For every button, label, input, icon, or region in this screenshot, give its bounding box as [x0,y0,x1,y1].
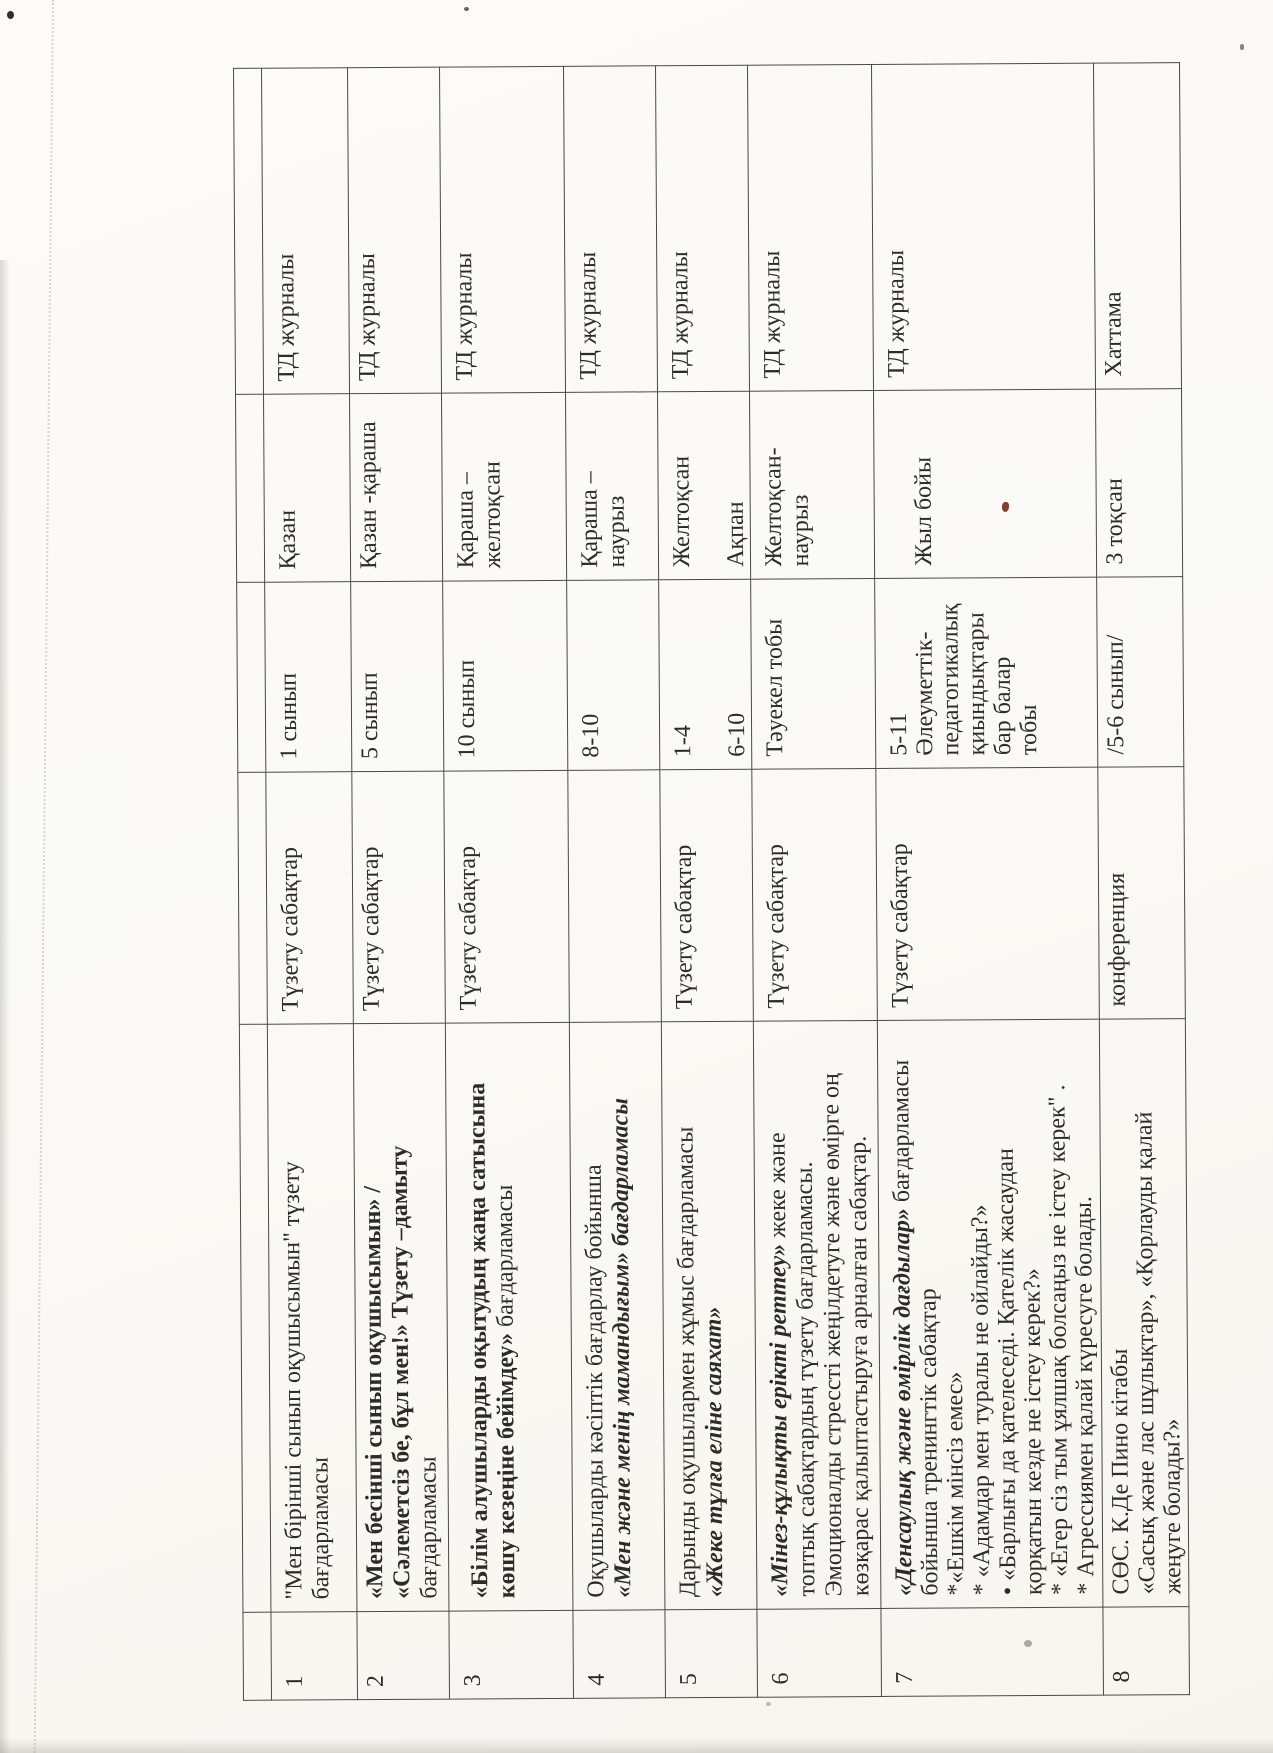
program-cell: «Денсаулық және өмірлік дағдылар» бағдарламасы бойынша тренингтік сабақтар *«Ешкім мінсіз емес» * «Адамдар мен туралы не ойлайды?» • «Барлығы да қателеседі. Қателік жасаудан қорқатын кезде не істеу керек?» * «Егер сіз тым ұялшақ болсаңыз не істеу керек" . * Агрессиямен қалай күресуге болады. [877,1019,1103,1608]
row-number-cell: 6 [757,1608,882,1697]
type-cell: Түзету сабақтар [752,768,878,1021]
row-number-cell: 7 [881,1607,1104,1696]
class-cell: Тәуекел тобы [751,578,876,769]
month-cell: Желтоқсан Ақпан [658,391,751,580]
row-number-cell: 4 [573,1610,666,1699]
rotated-table-container [233,63,1185,1701]
month-cell: Жыл бойы [874,389,1097,578]
scan-bottom-edge-shadow [0,1738,1273,1753]
class-cell: 1-4 6-10 [659,579,752,770]
header-cell [234,68,264,394]
scan-left-edge-shadow [0,260,10,1753]
table-row [1094,63,1190,1695]
month-cell: Қазан -қараша [350,393,443,582]
row-number-cell: 2 [357,1611,450,1700]
program-cell: Оқушыларды кәсіптік бағдарлау бойынша «Мен және менің мамандығым» бағдарламасы [569,1022,665,1611]
table-row [262,68,358,1700]
journal-cell: ТД журналы [348,67,442,394]
type-cell: Түзету сабақтар [266,772,354,1025]
journal-cell: ТД журналы [262,68,350,395]
type-cell: Түзету сабақтар [660,769,754,1022]
journal-cell: ТД журналы [872,63,1096,390]
class-cell: /5-6 сынып/ [1097,577,1184,768]
month-cell: 3 тоқсан [1095,389,1182,578]
row-number-cell: 8 [1103,1607,1190,1696]
class-cell: 1 сынып [265,582,352,773]
program-cell: «Мен бесінші сынып оқушысымын» / «Сәлеметсіз бе, бұл мен!» Түзету –дамыту бағдарламасы [353,1023,449,1612]
paper-speck [464,7,469,11]
header-cell [236,394,265,582]
journal-cell: ТД журналы [748,64,874,391]
table-row [440,66,574,1699]
journal-cell: ТД журналы [656,65,750,392]
table-row [656,65,758,1698]
row-number-cell: 1 [271,1612,358,1701]
class-cell: 5-11 Әлеуметтік- педагогикалық қиындықтары бар балар тобы [875,577,1098,768]
class-cell: 5 сынып [351,581,444,772]
program-cell: СӨС. К.Де Пино кітабы «Сасық және лас шұлықтар», «Қорлауды қалай жеңуге болады?» [1099,1019,1189,1608]
paper-speck [1240,44,1244,50]
journal-cell: ТД журналы [440,66,566,393]
row-number-cell: 5 [665,1609,758,1698]
type-cell: конференция [1098,767,1186,1020]
program-cell: "Мен бірінші сынып оқушысымын" түзету бағдарламасы [267,1024,357,1613]
type-cell [568,770,662,1023]
programs-schedule-table [233,62,1190,1701]
journal-cell: Хаттама [1094,63,1182,390]
month-cell: Қазан [264,394,351,583]
class-cell: 8-10 [567,580,660,771]
row-number-cell: 3 [449,1610,574,1699]
type-cell: Түзету сабақтар [876,767,1100,1020]
table-row [872,63,1104,1696]
type-cell: Түзету сабақтар [444,770,570,1023]
program-cell: «Білім алушыларды оқытудың жаңа сатысына көшу кезеңіне бейімдеу» бағдарламасы [445,1022,573,1611]
month-cell: Желтоқсан- наурыз [750,390,875,579]
program-cell: Дарынды оқушылармен жұмыс бағдарламасы «Жеке тұлға еліне саяхат» [661,1021,757,1610]
month-cell: Қараша – желтоқсан [442,392,567,581]
header-cell [238,772,268,1024]
month-cell: Қараша – наурыз [566,392,659,581]
journal-cell: ТД журналы [564,66,658,393]
table-row [748,64,882,1697]
type-cell: Түзету сабақтар [352,771,446,1024]
scan-fold-line [34,0,56,1753]
table-row [348,67,450,1700]
paper-speck [766,1702,771,1706]
header-cell [239,1024,271,1612]
header-cell [237,582,266,772]
class-cell: 10 сынып [443,580,568,771]
table-row [564,66,666,1699]
program-cell: «Мінез-құлықты ерікті реттеу» жеке және топтық сабақтардың түзету бағдарламасы. Эмоционалды стрессті жеңілдетуге және өмірге оң көзқарас қалыптастыруға арналған сабақтар. [753,1020,881,1609]
corner-ink-dot [7,11,14,19]
header-cell [243,1612,272,1700]
